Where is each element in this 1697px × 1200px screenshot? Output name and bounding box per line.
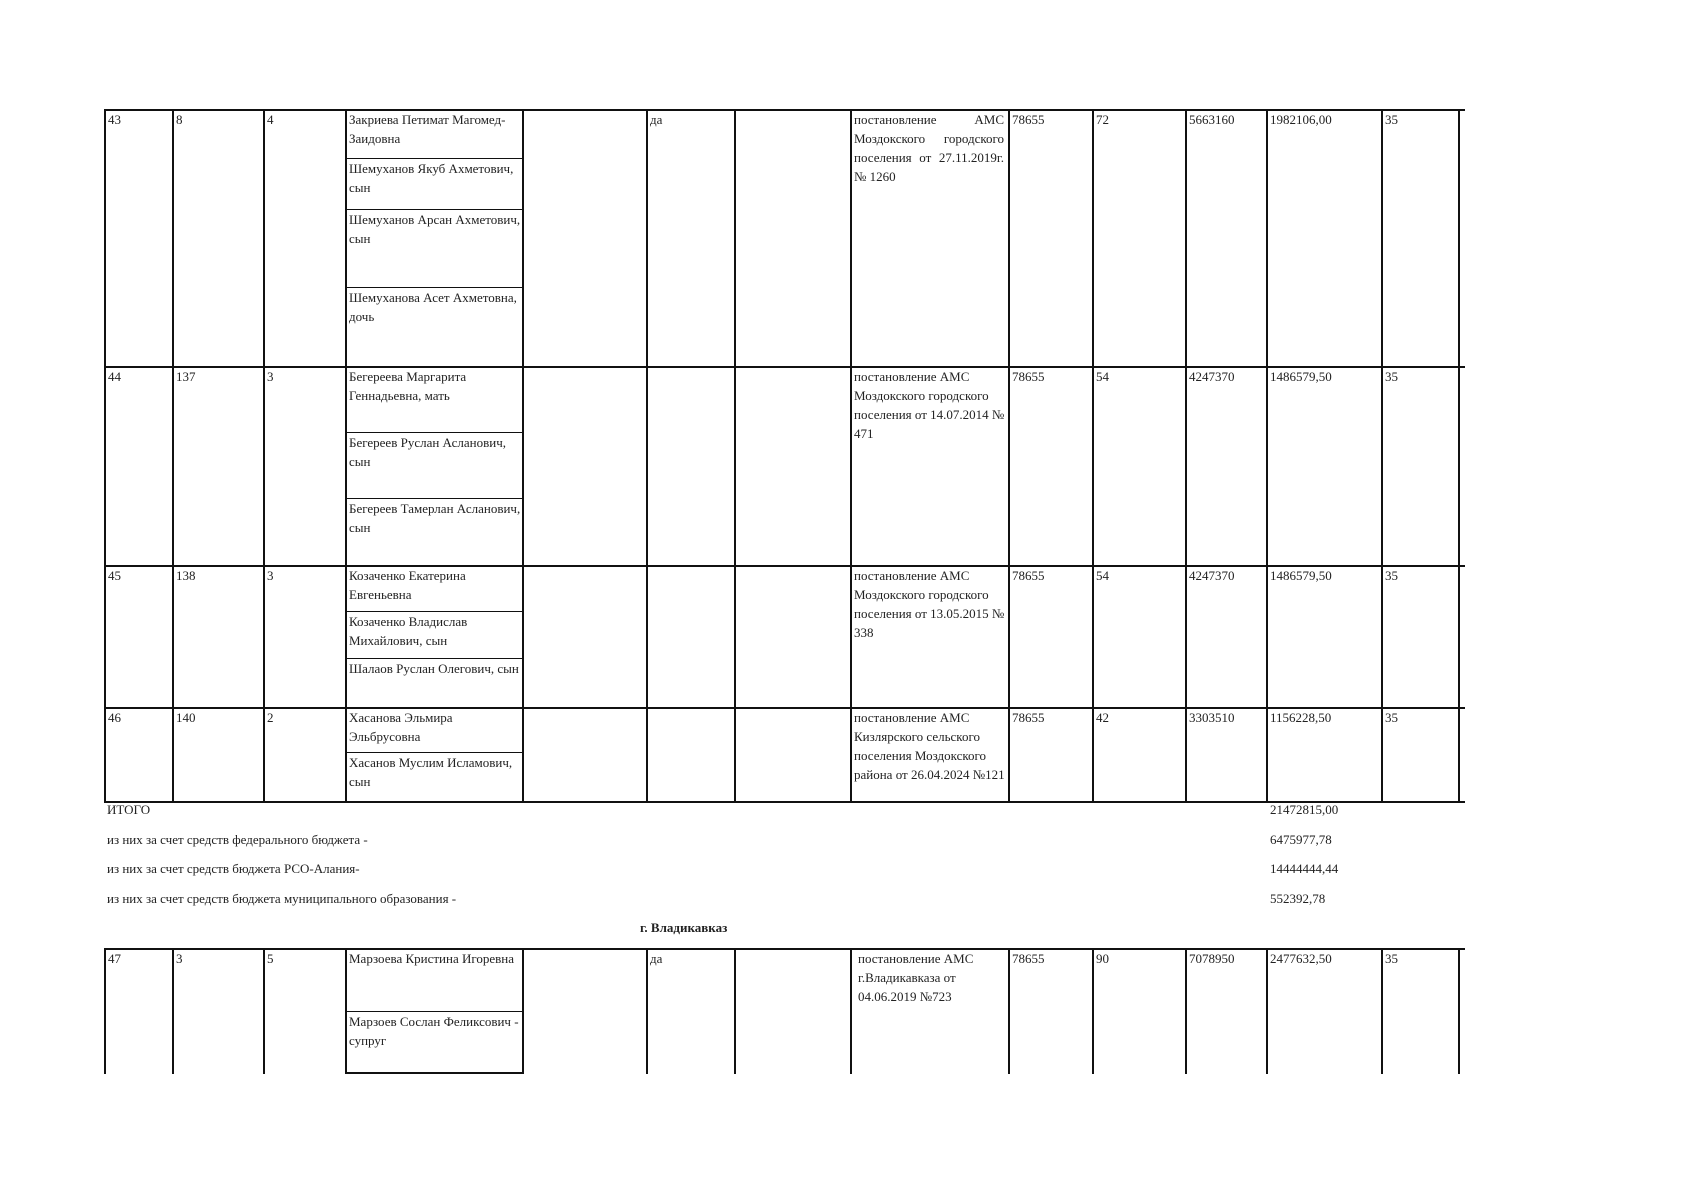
housing-cost: 5663160: [1189, 112, 1235, 127]
family-size: 2: [267, 710, 274, 725]
total-value: 21472815,00: [1270, 802, 1339, 817]
subsidy-amount: 1982106,00: [1270, 112, 1332, 127]
family-size: 4: [267, 112, 274, 127]
subsidy-amount: 1486579,50: [1270, 369, 1332, 384]
decision-document: постановление АМС Моздокского городского поселения от 13.05.2015 № 338: [854, 568, 1005, 640]
price-per-sqm: 78655: [1012, 568, 1045, 583]
area: 54: [1096, 568, 1109, 583]
municipal-budget-value: 552392,78: [1270, 891, 1326, 906]
housing-cost: 7078950: [1189, 951, 1235, 966]
area: 72: [1096, 112, 1109, 127]
subsidy-percent: 35: [1385, 112, 1398, 127]
subsidy-percent: 35: [1385, 568, 1398, 583]
family-member-name: Шалаов Руслан Олегович, сын: [349, 661, 519, 676]
subsidy-amount: 1486579,50: [1270, 568, 1332, 583]
family-member-name: Марзоев Сослан Феликсович - супруг: [349, 1014, 519, 1048]
area: 54: [1096, 369, 1109, 384]
regional-budget-value: 14444444,44: [1270, 861, 1339, 876]
row-number: 43: [108, 112, 121, 127]
subsidy-amount: 2477632,50: [1270, 951, 1332, 966]
decision-document: постановление АМС Моздокского городского поселения от 27.11.2019г. № 1260: [854, 112, 1004, 184]
decision-document: постановление АМС Моздокского городского поселения от 14.07.2014 № 471: [854, 369, 1005, 441]
row-number: 47: [108, 951, 121, 966]
family-member-name: Бегереев Руслан Асланович, сын: [349, 435, 506, 469]
row-number: 44: [108, 369, 121, 384]
area: 42: [1096, 710, 1109, 725]
housing-cost: 4247370: [1189, 568, 1235, 583]
flag-cell: да: [650, 112, 663, 127]
family-member-name: Шемуханов Якуб Ахметович, сын: [349, 161, 514, 195]
queue-number: 140: [176, 710, 196, 725]
queue-number: 8: [176, 112, 183, 127]
subsidy-percent: 35: [1385, 951, 1398, 966]
subsidy-percent: 35: [1385, 369, 1398, 384]
queue-number: 3: [176, 951, 183, 966]
row-number: 46: [108, 710, 121, 725]
family-member-name: Козаченко Екатерина Евгеньевна: [349, 568, 466, 602]
housing-cost: 3303510: [1189, 710, 1235, 725]
family-member-name: Бегереева Маргарита Геннадьевна, мать: [349, 369, 467, 403]
price-per-sqm: 78655: [1012, 951, 1045, 966]
decision-document: постановление АМС г.Владикавказа от 04.06.2019 №723: [858, 951, 974, 1004]
family-member-name: Бегереев Тамерлан Асланович, сын: [349, 501, 521, 535]
federal-budget-label: из них за счет средств федерального бюджета -: [107, 832, 368, 847]
family-member-name: Хасанова Эльмира Эльбрусовна: [349, 710, 453, 744]
family-member-name: Марзоева Кристина Игоревна: [349, 951, 515, 966]
flag-cell: да: [650, 951, 663, 966]
housing-cost: 4247370: [1189, 369, 1235, 384]
family-size: 5: [267, 951, 274, 966]
price-per-sqm: 78655: [1012, 369, 1045, 384]
price-per-sqm: 78655: [1012, 710, 1045, 725]
queue-number: 137: [176, 369, 196, 384]
subsidy-percent: 35: [1385, 710, 1398, 725]
family-member-name: Хасанов Муслим Исламович, сын: [349, 755, 513, 789]
municipal-budget-label: из них за счет средств бюджета муниципального образования -: [107, 891, 457, 906]
regional-budget-label: из них за счет средств бюджета РСО-Алания-: [107, 861, 360, 876]
family-member-name: Шемуханова Асет Ахметовна, дочь: [349, 290, 517, 324]
area: 90: [1096, 951, 1109, 966]
family-member-name: Шемуханов Арсан Ахметович, сын: [349, 212, 521, 246]
section-heading: г. Владикавказ: [640, 920, 728, 935]
queue-number: 138: [176, 568, 196, 583]
federal-budget-value: 6475977,78: [1270, 832, 1332, 847]
family-size: 3: [267, 369, 274, 384]
decision-document: постановление АМС Кизлярского сельского поселения Моздокского района от 26.04.2024 №121: [854, 710, 1005, 782]
family-member-name: Козаченко Владислав Михайлович, сын: [349, 614, 468, 648]
family-size: 3: [267, 568, 274, 583]
total-label: ИТОГО: [107, 802, 151, 817]
family-member-name: Закриева Петимат Магомед-Заидовна: [349, 112, 506, 146]
row-number: 45: [108, 568, 121, 583]
subsidy-amount: 1156228,50: [1270, 710, 1332, 725]
price-per-sqm: 78655: [1012, 112, 1045, 127]
